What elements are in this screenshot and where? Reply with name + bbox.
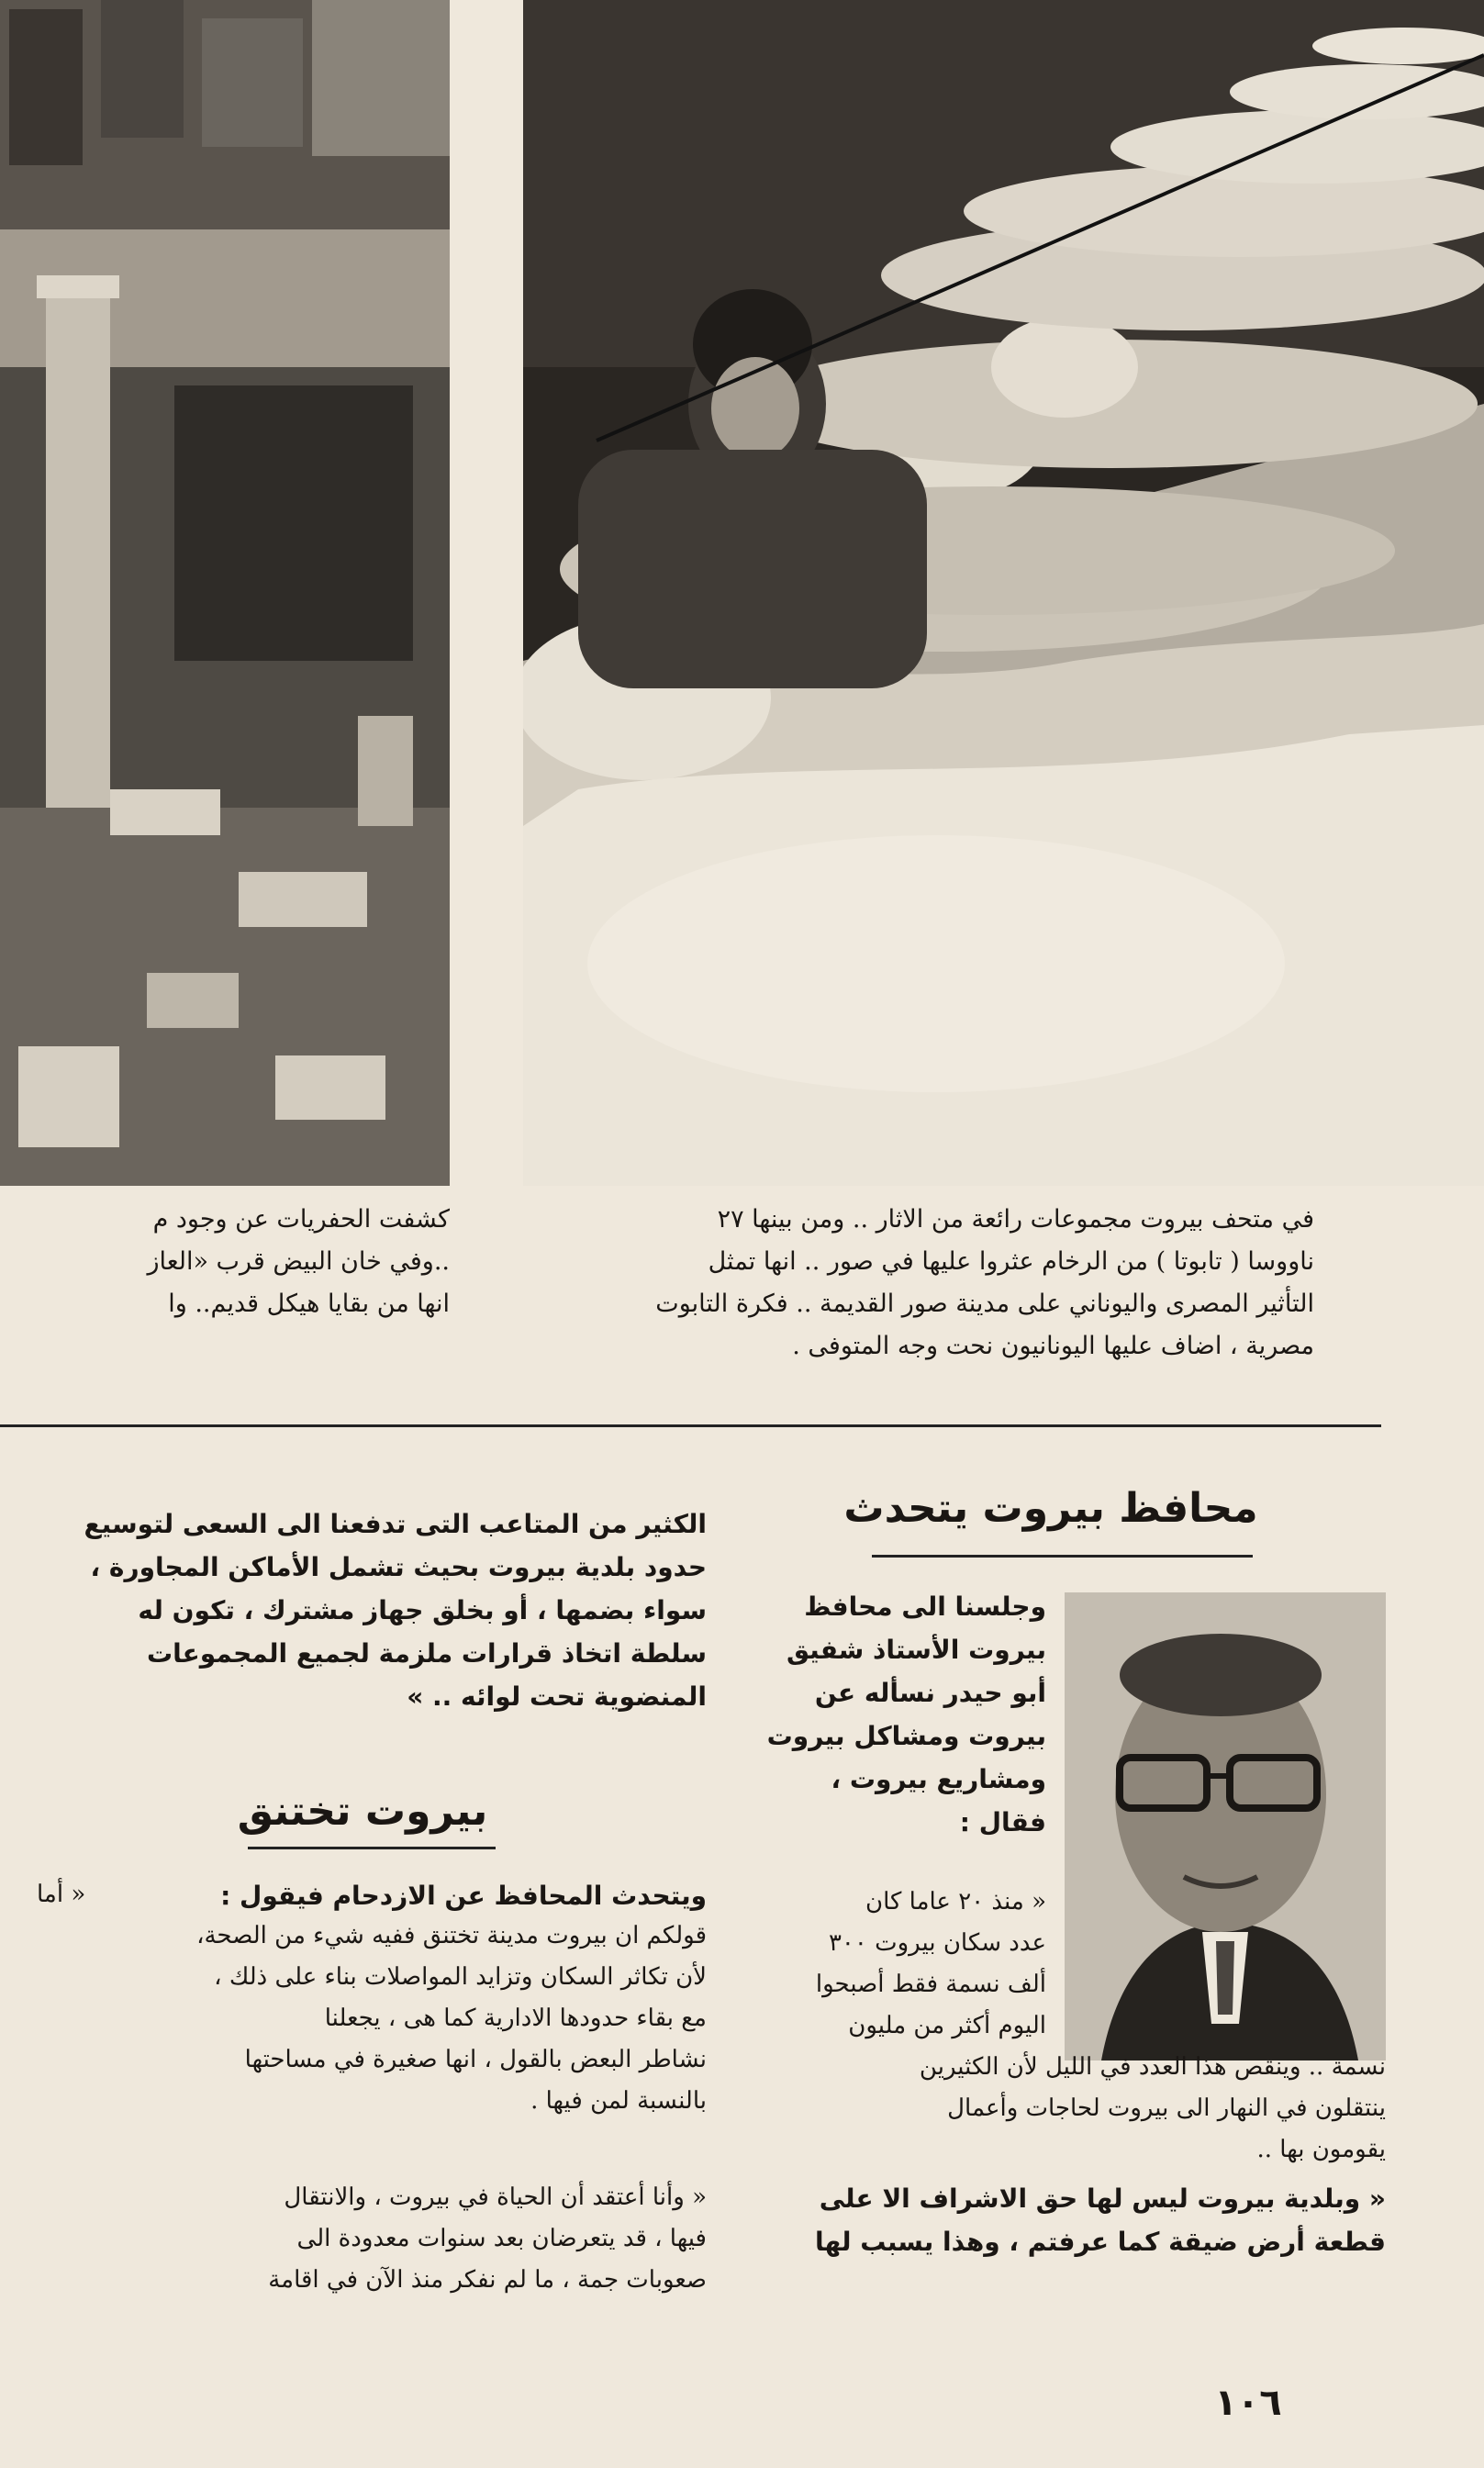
caption-line: انها من بقايا هيكل قديم.. وا: [168, 1290, 450, 1318]
caption-line: ..وفي خان البيض قرب «العاز: [147, 1247, 450, 1276]
text-line: « أما: [37, 1881, 86, 1908]
text-line: « منذ ٢٠ عاما كان: [865, 1888, 1046, 1915]
intro-paragraph: [734, 1585, 1046, 1844]
caption-line: كشفت الحفريات عن وجود م: [152, 1205, 450, 1234]
future-paragraph: [37, 2177, 707, 2301]
text-line: فقال :: [959, 1807, 1046, 1837]
text-line: قطعة أرض ضيقة كما عرفتم ، وهذا يسبب لها: [814, 2227, 1386, 2257]
text-line: فيها ، قد يتعرضان بعد سنوات معدودة الى: [296, 2225, 707, 2252]
text-line: حدود بلدية بيروت بحيث تشمل الأماكن المجاورة ،: [90, 1552, 707, 1582]
text-line: بالنسبة لمن فيها .: [530, 2087, 707, 2115]
caption-line: مصرية ، اضاف عليها اليونانيون نحت وجه المتوفى .: [792, 1332, 1314, 1360]
caption-line: ناووسا ( تابوتا ) من الرخام عثروا عليها في صور .. انها تمثل: [708, 1247, 1314, 1276]
right-caption: [507, 1199, 1314, 1368]
article-heading: محافظ بيروت يتحدث: [843, 1485, 1258, 1532]
text-line: قولكم ان بيروت مدينة تختنق ففيه شيء من الصحة،: [196, 1922, 707, 1949]
text-line: عدد سكان بيروت ٣٠٠: [828, 1929, 1046, 1957]
caption-line: التأثير المصرى واليوناني على مدينة صور القديمة .. فكرة التابوت: [655, 1290, 1314, 1318]
text-line: لأن تكاثر السكان وتزايد المواصلات بناء على ذلك ،: [214, 1963, 707, 1991]
text-line: ألف نسمة فقط أصبحوا: [815, 1971, 1046, 1998]
text-line: مع بقاء حدودها الادارية كما هى ، يجعلنا: [324, 2005, 707, 2032]
text-line: يقومون بها ..: [1256, 2136, 1386, 2163]
congestion-paragraph: [37, 1874, 707, 2122]
text-line: سلطة اتخاذ قرارات ملزمة لجميع المجموعات: [146, 1638, 707, 1669]
section-heading: بيروت تختنق: [237, 1788, 488, 1835]
section-divider: [0, 1424, 1381, 1427]
text-line: بيروت ومشاكل بيروت: [766, 1721, 1046, 1751]
text-line: بيروت الأستاذ شفيق: [786, 1635, 1046, 1665]
text-line: ومشاريع بيروت ،: [831, 1764, 1046, 1794]
sarcophagi-photo: [523, 0, 1484, 1186]
heading-underline: [872, 1555, 1253, 1558]
subhead: ويتحدث المحافظ عن الازدحام فيقول :: [220, 1881, 707, 1911]
text-line: اليوم أكثر من مليون: [848, 2012, 1046, 2039]
heading-underline: [248, 1847, 496, 1849]
left-caption: [0, 1199, 450, 1327]
municipality-paragraph: [734, 2177, 1386, 2263]
text-line: « وأنا أعتقد أن الحياة في بيروت ، والانتقال: [284, 2183, 707, 2211]
continuation-paragraph: [37, 1502, 707, 1718]
caption-line: في متحف بيروت مجموعات رائعة من الاثار .. ومن بينها ٢٧: [717, 1205, 1314, 1234]
text-line: « وبلدية بيروت ليس لها حق الاشراف الا على: [819, 2183, 1386, 2214]
text-line: صعوبات جمة ، ما لم نفكر منذ الآن في اقامة: [268, 2266, 707, 2294]
population-paragraph: [734, 2047, 1386, 2171]
page-number: ١٠٦: [1214, 2382, 1282, 2424]
text-line: وجلسنا الى محافظ: [804, 1591, 1046, 1622]
text-line: سواء بضمها ، أو بخلق جهاز مشترك ، تكون له: [138, 1595, 707, 1625]
text-line: أبو حيدر نسأله عن: [814, 1678, 1046, 1708]
excavation-photo: [0, 0, 450, 1186]
text-line: ينتقلون في النهار الى بيروت لحاجات وأعمال: [947, 2094, 1386, 2122]
governor-portrait: [1065, 1592, 1386, 2060]
quote-paragraph: [734, 1882, 1046, 2047]
text-line: نشاطر البعض بالقول ، انها صغيرة في مساحتها: [244, 2046, 707, 2073]
text-line: الكثير من المتاعب التى تدفعنا الى السعى لتوسيع: [84, 1509, 707, 1539]
text-line: نسمة .. وينقص هذا العدد في الليل لأن الكثيرين: [919, 2053, 1386, 2081]
text-line: المنضوية تحت لوائه .. »: [407, 1681, 707, 1712]
